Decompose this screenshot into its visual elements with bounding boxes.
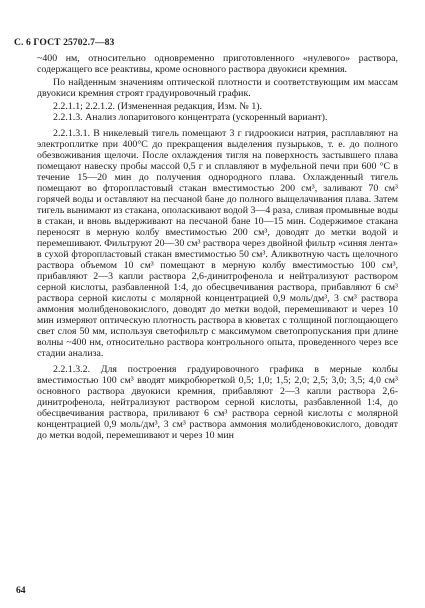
body-text	[37, 53, 398, 441]
running-header: С. 6 ГОСТ 25702.7—83	[14, 37, 115, 48]
paragraph-amendment-note: 2.2.1.1; 2.2.1.2. (Измененная редакция, Изм. № 1).	[53, 101, 263, 112]
paragraph-procedure-2-2-1-3-1: 2.2.1.3.1. В никелевый тигель помещают 3 г гидроокиси натрия, расплавляют на электроплитке при 400°С до прекращения выделения пузырьков, т. е. до полного обезвоживания щелочи. После охлаждения тигля на поверхность застывшего плава помещают навеску пробы массой 0,5 г и сплавляют в муфельной печи при 600 °С в течение 15—20 мин до получения однородного плава. Охлажденный тигель помещают во фторопластовый стакан вместимостью 200 см³, заливают 70 см³ горячей воды и оставляют на песчаной бане до полного выщелачивания плава. Затем тигель вынимают из стакана, ополаскивают водой 3—4 раза, сливая промывные воды в стакан, и вновь выдерживают на песчаной бане 10—15 мин. Содержимое стакана переносят в мерную колбу вместимостью 200 см³, доводят до метки водой и перемешивают. Фильтруют 20—30 см³ раствора через двойной фильтр «синяя лента» в сухой фторопластовый стакан вместимостью 50 см³. Аликвотную часть щелочного раствора объемом 10 см³ помещают в мерную колбу вместимостью 100 см³, прибавляют 2—3 капли раствора 2,6-динитрофенола и нейтрализуют раствором серной кислоты, разбавленной 1:4, до обесцвечивания раствора, прибавляют 6 см³ раствора серной кислоты с молярной концентрацией 0,9 моль/дм³, 3 см³ раствора аммония молибденовокислого, доводят до метки водой, перемешивают и через 10 мин измеряют оптическую плотность раствора в кюветах с толщиной поглощающего свет слоя 50 мм, используя светофильтр с максимумом светопропускания при длине волны ~400 нм, относительно раствора контрольного опыта, проведенного через все стадии анализа.	[37, 128, 398, 359]
paragraph-calibration-graph: По найденным значениям оптической плотности и соответствующим им массам двуокиси кремния строят градуировочный график.	[37, 77, 398, 99]
paragraph-section-heading: 2.2.1.3. Анализ лопаритового концентрата (ускоренный вариант).	[53, 112, 328, 123]
paragraph-procedure-2-2-1-3-2: 2.2.1.3.2. Для построения градуировочного графика в мерные колбы вместимостью 100 см³ вводят микробюреткой 0,5; 1,0; 1,5; 2,0; 2,5; 3,0; 3,5; 4,0 см³ основного раствора двуокиси кремния, прибавляют 2—3 капли раствора 2,6-динитрофенола, нейтрализуют раствором серной кислоты, разбавленной 1:4, до обесцвечивания раствора, приливают 6 см³ раствора серной кислоты с молярной концентрацией 0,9 моль/дм³, 3 см³ раствора аммония молибденовокислого, доводят до метки водой, перемешивают и через 10 мин	[37, 364, 398, 441]
page-number: 64	[16, 585, 26, 596]
paragraph-continuation: ~400 нм, относительно одновременно приготовленного «нулевого» раствора, содержащего все реактивы, кроме основного раствора двуокиси кремния.	[37, 53, 398, 75]
